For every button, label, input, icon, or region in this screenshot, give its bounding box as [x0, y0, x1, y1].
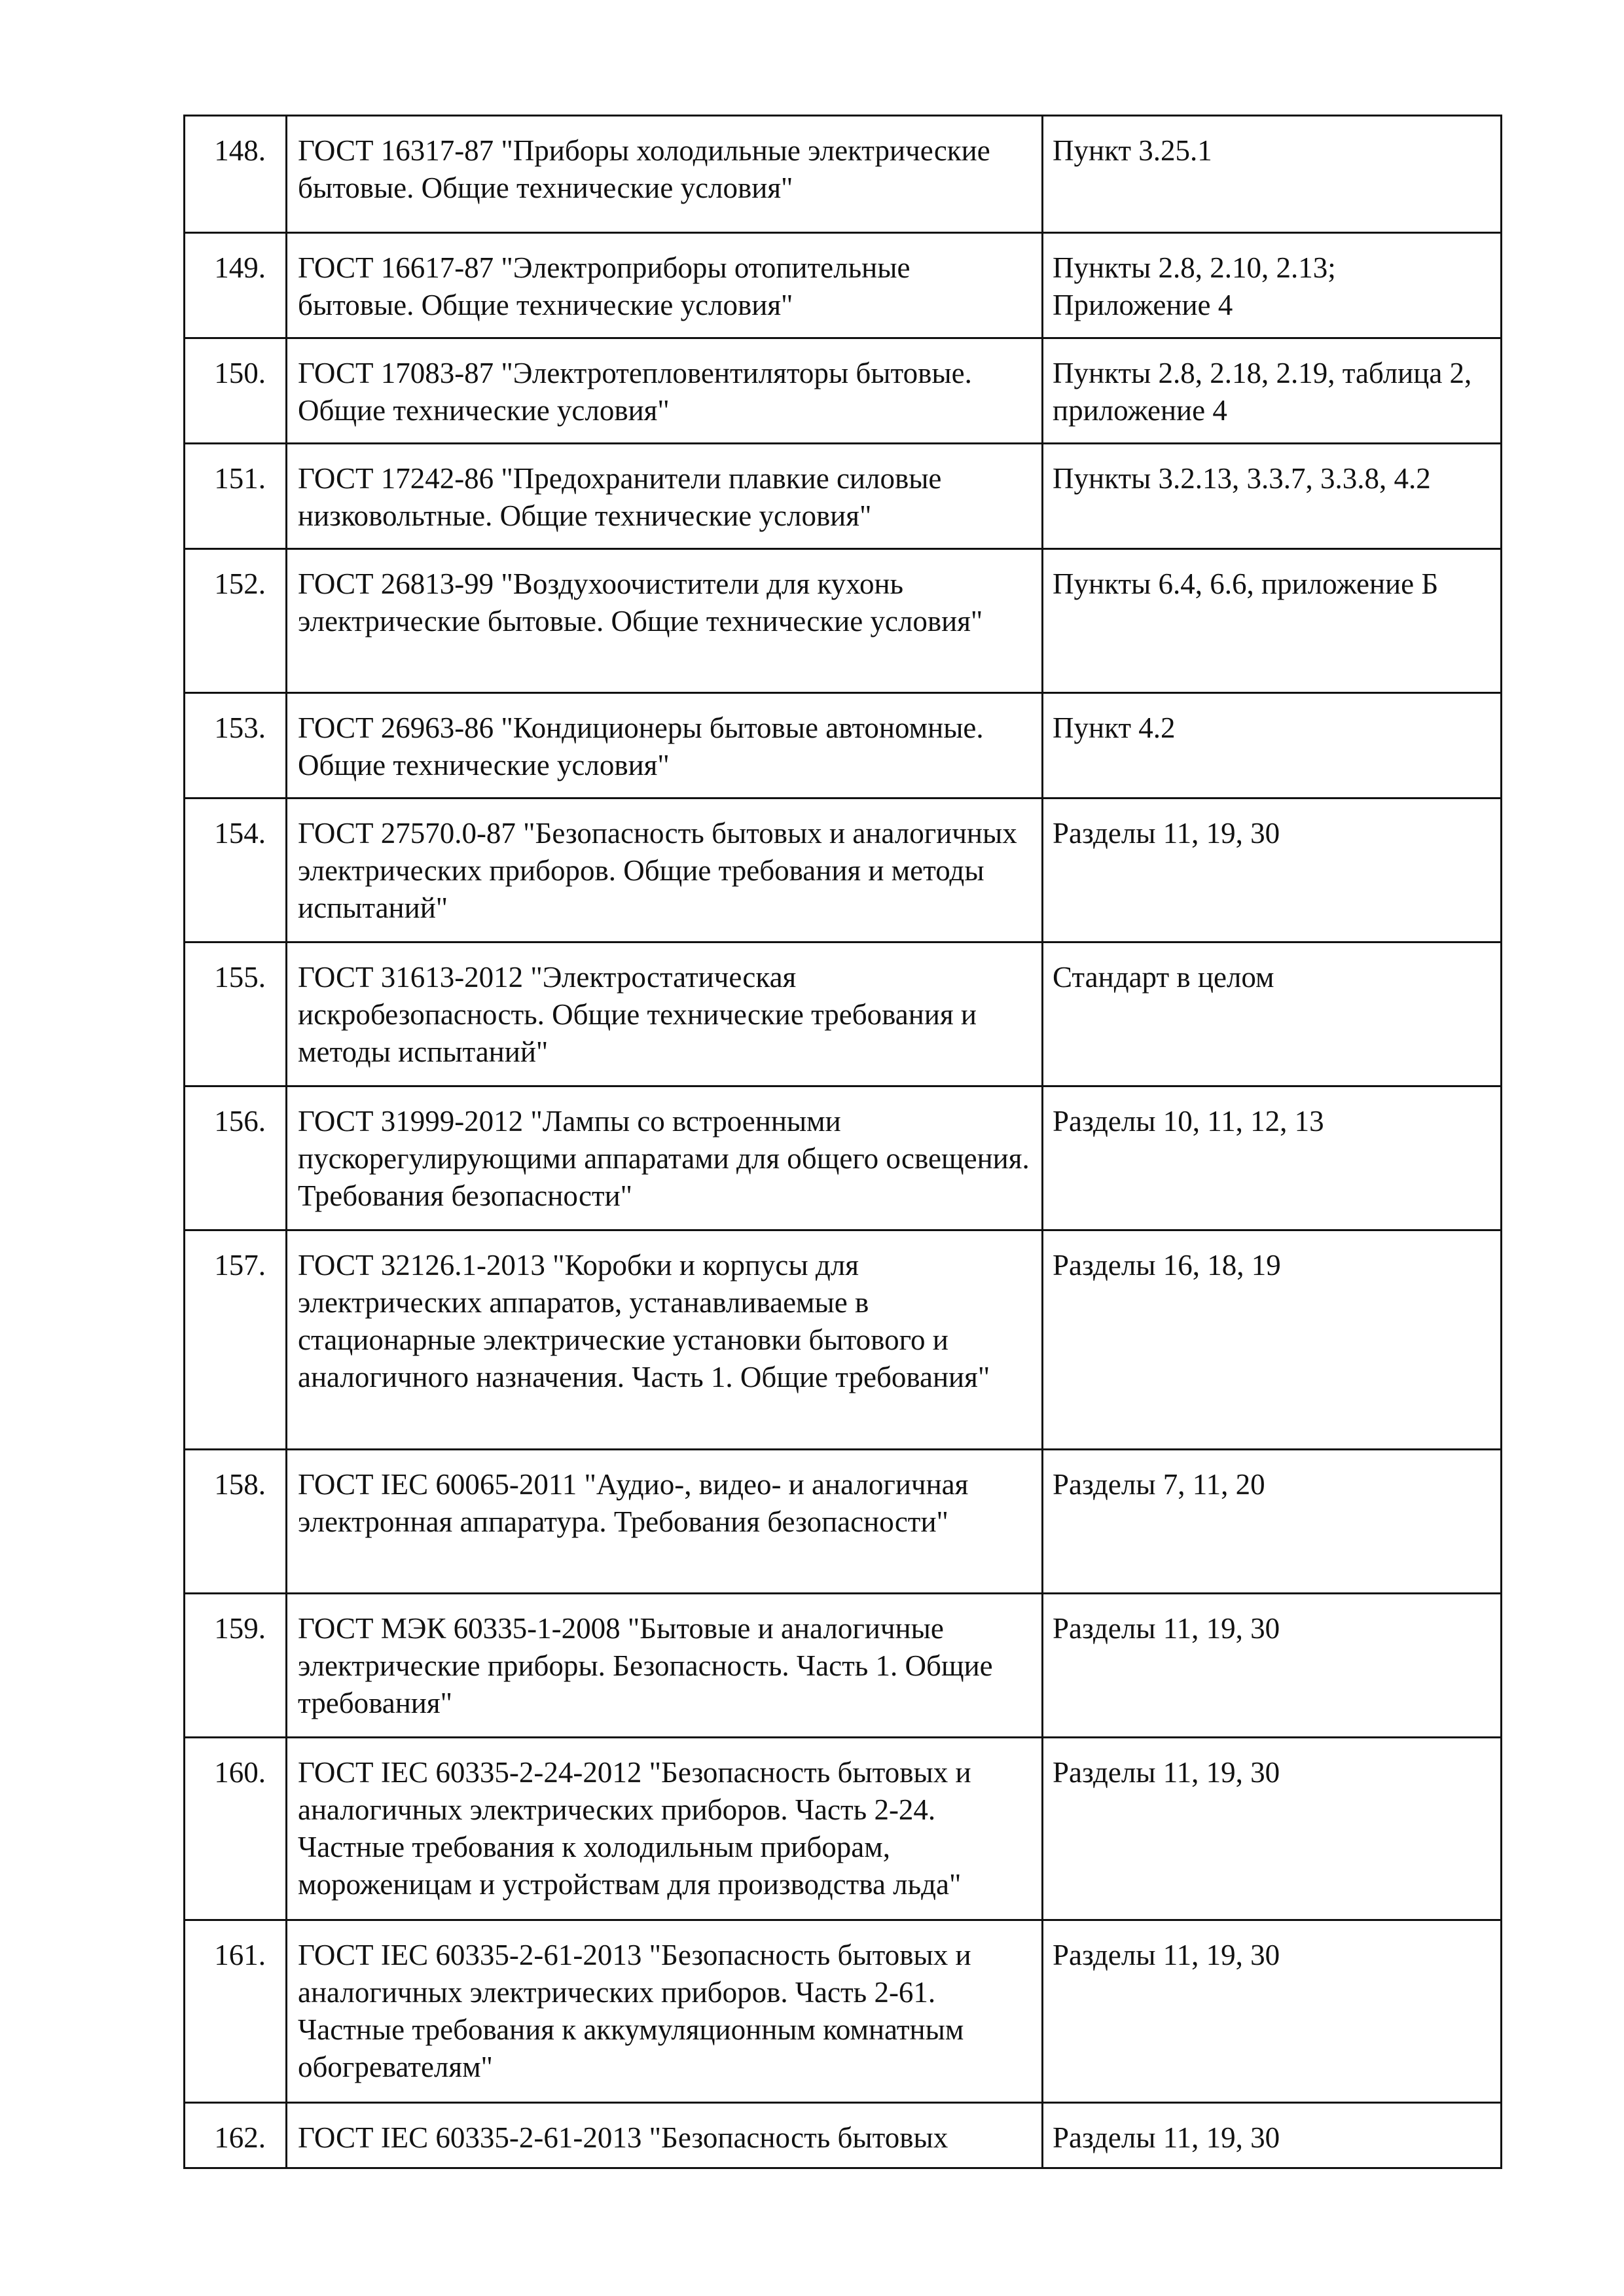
standard-title: ГОСТ 26963-86 "Кондиционеры бытовые автономные. Общие технические условия" — [287, 693, 1043, 798]
row-number: 149. — [185, 233, 287, 338]
row-number: 153. — [185, 693, 287, 798]
applicable-sections: Стандарт в целом — [1043, 942, 1502, 1086]
row-number: 158. — [185, 1450, 287, 1594]
table-row — [185, 2103, 1502, 2168]
applicable-sections: Пункты 6.4, 6.6, приложение Б — [1043, 549, 1502, 693]
row-number: 160. — [185, 1738, 287, 1920]
table-row — [185, 1450, 1502, 1594]
applicable-sections: Разделы 11, 19, 30 — [1043, 1594, 1502, 1738]
standards-table — [183, 115, 1502, 2169]
table-row — [185, 942, 1502, 1086]
standard-title: ГОСТ МЭК 60335-1-2008 "Бытовые и аналогичные электрические приборы. Безопасность. Часть 1. Общие требования" — [287, 1594, 1043, 1738]
table-row — [185, 798, 1502, 942]
standard-title: ГОСТ 16617-87 "Электроприборы отопительные бытовые. Общие технические условия" — [287, 233, 1043, 338]
table-row — [185, 1738, 1502, 1920]
applicable-sections: Пункты 2.8, 2.10, 2.13; Приложение 4 — [1043, 233, 1502, 338]
row-number: 162. — [185, 2103, 287, 2168]
row-number: 156. — [185, 1086, 287, 1230]
applicable-sections: Разделы 11, 19, 30 — [1043, 1920, 1502, 2103]
applicable-sections: Пункты 2.8, 2.18, 2.19, таблица 2, приложение 4 — [1043, 338, 1502, 444]
applicable-sections: Разделы 10, 11, 12, 13 — [1043, 1086, 1502, 1230]
standard-title: ГОСТ IEC 60335-2-61-2013 "Безопасность бытовых — [287, 2103, 1043, 2168]
row-number: 152. — [185, 549, 287, 693]
standard-title: ГОСТ IEC 60335-2-61-2013 "Безопасность бытовых и аналогичных электрических приборов. Часть 2-61. Частные требования к аккумуляционным комнатным обогревателям" — [287, 1920, 1043, 2103]
table-row — [185, 693, 1502, 798]
standard-title: ГОСТ 31613-2012 "Электростатическая искробезопасность. Общие технические требования и методы испытаний" — [287, 942, 1043, 1086]
standard-title: ГОСТ 27570.0-87 "Безопасность бытовых и аналогичных электрических приборов. Общие требования и методы испытаний" — [287, 798, 1043, 942]
row-number: 151. — [185, 444, 287, 549]
standard-title: ГОСТ 17083-87 "Электротепловентиляторы бытовые. Общие технические условия" — [287, 338, 1043, 444]
applicable-sections: Пункт 4.2 — [1043, 693, 1502, 798]
row-number: 148. — [185, 116, 287, 233]
table-row — [185, 444, 1502, 549]
applicable-sections: Разделы 7, 11, 20 — [1043, 1450, 1502, 1594]
applicable-sections: Разделы 11, 19, 30 — [1043, 1738, 1502, 1920]
table-row — [185, 1086, 1502, 1230]
standard-title: ГОСТ 31999-2012 "Лампы со встроенными пускорегулирующими аппаратами для общего освещения. Требования безопасности" — [287, 1086, 1043, 1230]
table-row — [185, 1594, 1502, 1738]
standard-title: ГОСТ IEC 60335-2-24-2012 "Безопасность бытовых и аналогичных электрических приборов. Часть 2-24. Частные требования к холодильным приборам, мороженицам и устройствам для производства льда" — [287, 1738, 1043, 1920]
applicable-sections: Пункты 3.2.13, 3.3.7, 3.3.8, 4.2 — [1043, 444, 1502, 549]
applicable-sections: Пункт 3.25.1 — [1043, 116, 1502, 233]
table-row — [185, 1920, 1502, 2103]
row-number: 161. — [185, 1920, 287, 2103]
standard-title: ГОСТ 26813-99 "Воздухоочистители для кухонь электрические бытовые. Общие технические условия" — [287, 549, 1043, 693]
row-number: 159. — [185, 1594, 287, 1738]
table-row — [185, 1230, 1502, 1450]
row-number: 154. — [185, 798, 287, 942]
table-row — [185, 116, 1502, 233]
table-row — [185, 233, 1502, 338]
row-number: 157. — [185, 1230, 287, 1450]
standard-title: ГОСТ 32126.1-2013 "Коробки и корпусы для электрических аппаратов, устанавливаемые в стационарные электрические установки бытового и аналогичного назначения. Часть 1. Общие требования" — [287, 1230, 1043, 1450]
applicable-sections: Разделы 11, 19, 30 — [1043, 798, 1502, 942]
standard-title: ГОСТ 17242-86 "Предохранители плавкие силовые низковольтные. Общие технические условия" — [287, 444, 1043, 549]
applicable-sections: Разделы 11, 19, 30 — [1043, 2103, 1502, 2168]
row-number: 150. — [185, 338, 287, 444]
table-row — [185, 338, 1502, 444]
table-row — [185, 549, 1502, 693]
standard-title: ГОСТ 16317-87 "Приборы холодильные электрические бытовые. Общие технические условия" — [287, 116, 1043, 233]
row-number: 155. — [185, 942, 287, 1086]
standard-title: ГОСТ IEC 60065-2011 "Аудио-, видео- и аналогичная электронная аппаратура. Требования безопасности" — [287, 1450, 1043, 1594]
applicable-sections: Разделы 16, 18, 19 — [1043, 1230, 1502, 1450]
